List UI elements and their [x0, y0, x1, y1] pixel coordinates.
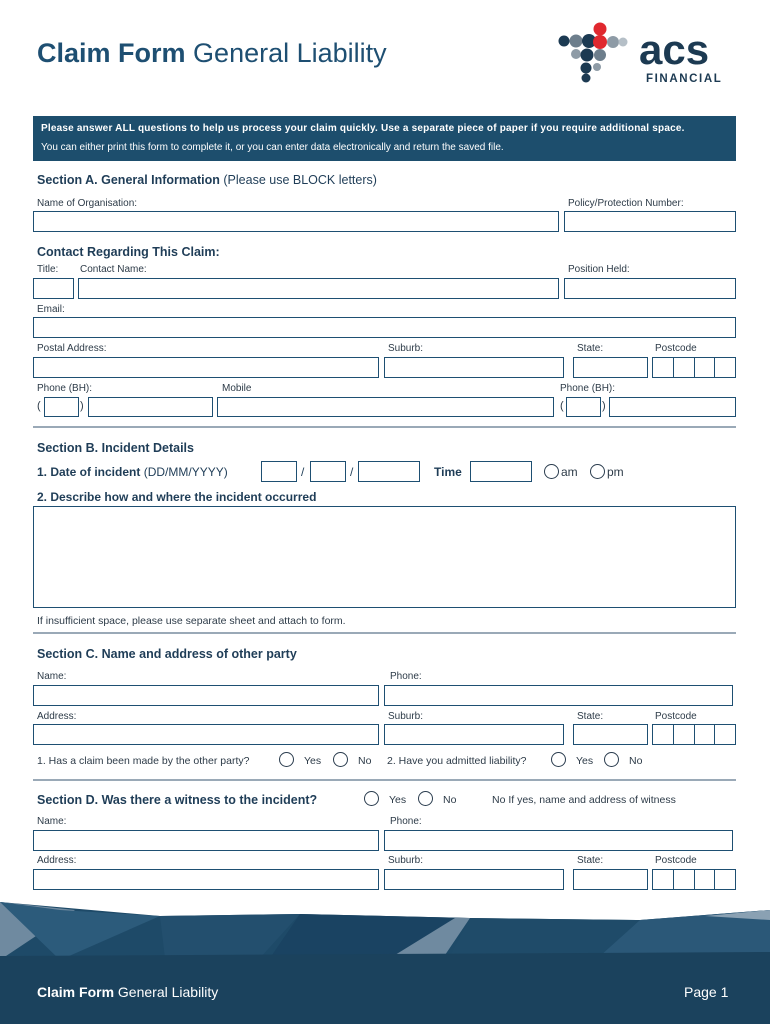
- other-party-name-input[interactable]: [33, 685, 379, 706]
- pm-label: pm: [607, 465, 624, 479]
- admitted-liability-yes-label: Yes: [576, 755, 594, 767]
- witness-name-label: Name:: [37, 816, 67, 827]
- claim-made-question: 1. Has a claim been made by the other party?: [37, 755, 250, 767]
- section-a-title: Section A. General Information: [37, 173, 220, 187]
- footer-title-light: General Liability: [117, 984, 219, 1000]
- state-input[interactable]: [573, 357, 648, 378]
- banner-line-1: Please answer ALL questions to help us process your claim quickly. Use a separate piece of paper if you require additional space.: [41, 123, 685, 134]
- postcode-label: Postcode: [655, 343, 697, 354]
- email-label: Email:: [37, 304, 65, 315]
- other-party-postcode-input[interactable]: [652, 724, 736, 745]
- contact-name-label: Contact Name:: [80, 264, 147, 275]
- suburb-input[interactable]: [384, 357, 564, 378]
- incident-description-textarea[interactable]: [33, 506, 736, 608]
- witness-yes-radio[interactable]: [364, 791, 379, 806]
- contact-heading: Contact Regarding This Claim:: [37, 245, 220, 259]
- other-party-phone-input[interactable]: [384, 685, 733, 706]
- page-number: Page 1: [684, 984, 729, 1000]
- contact-name-input[interactable]: [78, 278, 559, 299]
- witness-no-radio[interactable]: [418, 791, 433, 806]
- am-label: am: [561, 465, 578, 479]
- email-input[interactable]: [33, 317, 736, 338]
- witness-note: No If yes, name and address of witness: [492, 794, 676, 806]
- witness-phone-input[interactable]: [384, 830, 733, 851]
- claim-made-yes-radio[interactable]: [279, 752, 294, 767]
- other-party-suburb-input[interactable]: [384, 724, 564, 745]
- title-light: General Liability: [193, 38, 387, 68]
- claim-made-no-label: No: [358, 755, 372, 767]
- witness-address-label: Address:: [37, 855, 77, 866]
- paren-close: ): [80, 400, 84, 412]
- other-party-phone-label: Phone:: [390, 671, 422, 682]
- paren-open: (: [37, 400, 41, 412]
- time-label: Time: [434, 465, 462, 479]
- date-month-input[interactable]: [310, 461, 346, 482]
- describe-label: 2. Describe how and where the incident occurred: [37, 490, 317, 504]
- section-a-heading: [37, 173, 377, 187]
- admitted-liability-yes-radio[interactable]: [551, 752, 566, 767]
- phone-2-number-input[interactable]: [609, 397, 736, 417]
- organisation-name-input[interactable]: [33, 211, 559, 232]
- paren-open-2: (: [560, 400, 564, 412]
- divider: [33, 779, 736, 781]
- org-label: Name of Organisation:: [37, 198, 138, 209]
- insufficient-space-note: If insufficient space, please use separate sheet and attach to form.: [37, 615, 346, 627]
- postal-address-input[interactable]: [33, 357, 379, 378]
- witness-phone-label: Phone:: [390, 816, 422, 827]
- title-label: Title:: [37, 264, 59, 275]
- admitted-liability-question: 2. Have you admitted liability?: [387, 755, 527, 767]
- date-slash-1: /: [301, 465, 305, 479]
- phone-bh-label: Phone (BH):: [37, 383, 93, 394]
- other-party-address-input[interactable]: [33, 724, 379, 745]
- mobile-input[interactable]: [217, 397, 554, 417]
- position-input[interactable]: [564, 278, 736, 299]
- policy-label: Policy/Protection Number:: [568, 198, 684, 209]
- suburb-label: Suburb:: [388, 343, 424, 354]
- date-day-input[interactable]: [261, 461, 297, 482]
- phone-area-code-input[interactable]: [44, 397, 79, 417]
- banner-line-2: You can either print this form to complete it, or you can enter data electronically and return the saved file.: [41, 142, 504, 153]
- date-label: [37, 465, 228, 479]
- witness-no-label: No: [443, 794, 457, 806]
- policy-number-input[interactable]: [564, 211, 736, 232]
- witness-state-label: State:: [577, 855, 604, 866]
- position-label: Position Held:: [568, 264, 630, 275]
- postcode-input[interactable]: [652, 357, 736, 378]
- admitted-liability-no-label: No: [629, 755, 643, 767]
- title-bold: Claim Form: [37, 38, 186, 68]
- logo-sub-text: FINANCIAL: [646, 73, 723, 85]
- section-d-heading: Section D. Was there a witness to the incident?: [37, 793, 318, 807]
- am-radio[interactable]: [544, 464, 559, 479]
- phone-number-input[interactable]: [88, 397, 213, 417]
- other-party-name-label: Name:: [37, 671, 67, 682]
- section-a-note: (Please use BLOCK letters): [223, 173, 377, 187]
- claim-made-no-radio[interactable]: [333, 752, 348, 767]
- pm-radio[interactable]: [590, 464, 605, 479]
- section-b-heading: Section B. Incident Details: [37, 441, 194, 455]
- witness-suburb-label: Suburb:: [388, 855, 424, 866]
- phone-bh-2-label: Phone (BH):: [560, 383, 616, 394]
- title-input[interactable]: [33, 278, 74, 299]
- footer-title: [37, 984, 218, 1000]
- witness-postcode-label: Postcode: [655, 855, 697, 866]
- mobile-label: Mobile: [222, 383, 252, 394]
- time-input[interactable]: [470, 461, 532, 482]
- admitted-liability-no-radio[interactable]: [604, 752, 619, 767]
- section-c-heading: Section C. Name and address of other party: [37, 647, 297, 661]
- acs-financial-logo: [556, 20, 736, 86]
- claim-made-yes-label: Yes: [304, 755, 322, 767]
- paren-close-2: ): [602, 400, 606, 412]
- date-label-text: 1. Date of incident: [37, 465, 141, 479]
- postal-label: Postal Address:: [37, 343, 107, 354]
- instructions-banner: [33, 116, 736, 161]
- state-label: State:: [577, 343, 604, 354]
- footer-band: [0, 880, 770, 1024]
- witness-name-input[interactable]: [33, 830, 379, 851]
- other-party-suburb-label: Suburb:: [388, 711, 424, 722]
- divider: [33, 426, 736, 428]
- date-format-text: (DD/MM/YYYY): [143, 465, 228, 479]
- phone-2-area-code-input[interactable]: [566, 397, 601, 417]
- divider: [33, 632, 736, 634]
- logo-text: acs: [639, 26, 710, 73]
- other-party-state-input[interactable]: [573, 724, 648, 745]
- page-title: [37, 38, 387, 69]
- other-party-state-label: State:: [577, 711, 604, 722]
- other-party-postcode-label: Postcode: [655, 711, 697, 722]
- date-slash-2: /: [350, 465, 354, 479]
- footer-title-bold: Claim Form: [37, 984, 115, 1000]
- witness-yes-label: Yes: [389, 794, 407, 806]
- date-year-input[interactable]: [358, 461, 420, 482]
- other-party-address-label: Address:: [37, 711, 77, 722]
